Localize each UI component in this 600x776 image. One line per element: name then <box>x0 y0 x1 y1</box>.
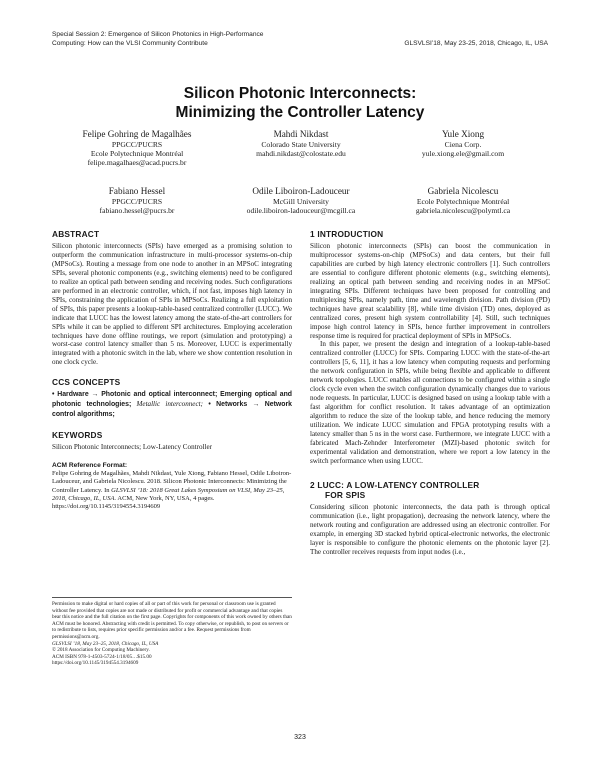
ccs-heading: CCS CONCEPTS <box>52 377 121 388</box>
author-name: Gabriela Nicolescu <box>427 186 499 196</box>
author-affiliation: PPGCC/PUCRS <box>111 197 163 206</box>
running-header-right: GLSVLSI’18, May 23-25, 2018, Chicago, IL, USA <box>404 40 548 47</box>
author-affiliation: Ecole Polytechnique Montréal <box>90 149 184 159</box>
copyright-line: © 2018 Association for Computing Machinery. <box>52 647 150 654</box>
right-column <box>310 229 550 557</box>
acm-reference-label: ACM Reference Format: <box>52 462 128 470</box>
permission-venue: GLSVLSI ’18, May 23–25, 2018, Chicago, IL, USA <box>52 640 159 647</box>
author-email: mahdi.nikdast@colostate.edu <box>256 149 346 159</box>
author-affiliation: Colorado State University <box>261 140 341 149</box>
doi-link[interactable]: https://doi.org/10.1145/3194554.3194609 <box>52 660 139 667</box>
intro-paragraph-1: Silicon photonic interconnects (SPIs) can boost the communication in multiprocessor systems-on-chip (MPSoCs) and data centers, but their full capabilities are curbed by high latency electronic controllers [1]. Such controllers are essential to configure different photonic elements (e.g., switching elements), realizing an optical path between sending and receiving nodes in an MPSoC integrating SPIs. Different techniques have been proposed for controlling and multiplexing SPIs, namely path, time and wavelength division. Path division (PD) techniques have great scalability [8], while time division (TD) ones, deployed as centralized cores, present high system controllability [4]. Still, such techniques impose high control latency in SPIs, hence further improvement in controllers response time is required for practical deployment of SPIs in MPSoCs. <box>310 242 550 340</box>
author-block <box>216 185 386 215</box>
section-2-paragraph-1: Considering silicon photonic interconnects, the data path is through optical communication (i.e., light propagation), decreasing the network latency, where the network routing and configuration are addressed using an electronic controller. For example, in emerging 3D stacked hybrid optical-electronic networks, the electronic layer is responsible to configure the photonic elements on the photonic layer [2]. The controller receives requests from input nodes (i.e., <box>310 502 550 556</box>
ccs-part-1: • Hardware → Photonic and optical interconnect; Emerging optical and photonic technologies; <box>52 391 292 409</box>
author-name: Odile Liboiron-Ladouceur <box>252 186 350 196</box>
author-name: Felipe Gohring de Magalhães <box>82 129 192 139</box>
author-affiliation: Ciena Corp. <box>444 140 482 149</box>
running-header-line-1: Special Session 2: Emergence of Silicon Photonics in High-Performance <box>52 31 264 38</box>
author-email: gabriela.nicolescu@polymtl.ca <box>415 206 511 216</box>
acm-reference-text <box>52 470 292 511</box>
ccs-concepts <box>52 390 292 420</box>
paper-title <box>0 84 600 122</box>
left-column <box>52 229 292 511</box>
author-name: Mahdi Nikdast <box>273 129 329 139</box>
author-email: fabiano.hessel@pucrs.br <box>99 206 175 216</box>
paper-title-line-2: Minimizing the Controller Latency <box>175 104 425 121</box>
section-2-heading-line-1: 2 LUCC: A LOW-LATENCY CONTROLLER <box>310 479 480 490</box>
section-2-heading-line-2: FOR SPIS <box>325 489 366 500</box>
author-name: Fabiano Hessel <box>108 186 166 196</box>
author-email: felipe.magalhaes@acad.pucrs.br <box>87 158 187 168</box>
author-block <box>378 185 548 215</box>
author-affiliation: Ecole Polytechnique Montréal <box>416 197 510 206</box>
author-affiliation: McGill University <box>273 197 329 206</box>
paper-title-line-1: Silicon Photonic Interconnects: <box>183 85 417 102</box>
intro-heading: 1 INTRODUCTION <box>310 229 384 239</box>
permission-footnote <box>52 597 292 667</box>
running-header-line-2: Computing: How can the VLSI Community Contribute <box>52 40 208 47</box>
author-name: Yule Xiong <box>441 129 485 139</box>
acm-reference-publisher: ACM, New York, NY, USA, 4 pages. https://doi.org/10.1145/3194554.3194609 <box>52 494 215 510</box>
page-number: 323 <box>294 734 306 741</box>
section-2-heading <box>310 480 550 500</box>
author-block <box>52 185 222 215</box>
author-block <box>378 128 548 158</box>
keywords-heading: KEYWORDS <box>52 430 103 441</box>
isbn-line: ACM ISBN 978-1-4503-5724-1/18/05…$15.00 <box>52 653 152 660</box>
author-block <box>52 128 222 168</box>
abstract-text: Silicon photonic interconnects (SPIs) have emerged as a promising solution to outperform the communication infrastructure in multi-processor systems-on-chip (MPSoCs). Routing a message from one node to another in an MPSoC integrating SPIs, several photonic components (e.g., switching elements) need to be configured to realize an optical path between sending and receiving nodes. Such configurations are performed in an electronic controller, which, if not fast, imposes high latency in SPIs, constraining the application of SPIs in MPSoCs. Realizing a full exploitation of SPIs, this paper presents a lookup-table-based centralized controller (LUCC). We indicate that LUCC has the lowest latency among the state-of-the-art controllers for SPIs while it can be applied to different SPI architectures. Employing acceleration techniques have done offline routings, we report (simulation and prototyping) a worst-case control latency smaller than 5 ns. Moreover, LUCC is experimentally integrated with a photonic switch in the lab, where we show contention resolution in one clock cycle. <box>52 242 292 367</box>
permission-text: Permission to make digital or hard copies of all or part of this work for personal or classroom use is granted without fee provided that copies are not made or distributed for profit or commercial advantage and that copies bear this notice and the full citation on the first page. Copyrights for components of this work owned by others than ACM must be honored. Abstracting with credit is permitted. To copy otherwise, or republish, to post on servers or to redistribute to lists, requires prior specific permission and/or a fee. Request permissions from permissions@acm.org. <box>52 601 292 640</box>
author-email: odile.liboiron-ladouceur@mcgill.ca <box>246 206 356 216</box>
author-block <box>226 128 376 158</box>
keywords-text: Silicon Photonic Interconnects; Low-Latency Controller <box>52 443 212 452</box>
acm-reference-venue: GLSVLSI ’18: 2018 Great Lakes Symposium on VLSI, May 23–25, 2018, Chicago, IL, USA. <box>52 486 285 502</box>
author-email: yule.xiong.ele@gmail.com <box>421 149 505 159</box>
running-header-left <box>52 30 382 48</box>
acm-reference-authors: Felipe Gohring de Magalhães, Mahdi Nikdast, Yule Xiong, Fabiano Hessel, Odile Liboiron-Ladouceur, and Gabriela Nicolescu. 2018. Silicon Photonic Interconnects: Minimizing the Controller Latency. In <box>52 470 292 494</box>
intro-paragraph-2: In this paper, we present the design and integration of a lookup-table-based centralized controller (LUCC) for SPIs. Comparing LUCC with the state-of-the-art controllers [5, 6, 11], it has a low latency when computing requests and performing the network configuration in SPIs, while being flexible and applicable to different network topologies. LUCC enables all connections to be configured within a single clock cycle even when the switch configuration dynamically changes due to various node requests. In particular, LUCC is designed based on using a lookup table with a fast algorithm for conflict resolution. It takes advantage of an optimization algorithm to reduce the size of the lookup table, and hence reducing the memory utilization. We indicate LUCC simulation and FPGA prototyping results with a latency smaller than 5 ns in the worst case. Furthermore, we integrate LUCC with a fabricated Mach-Zehnder Interferometer (MZI)-based photonic switch for experimental validation and demonstration, where we report a low latency in the switch performance when using LUCC. <box>310 340 550 465</box>
abstract-heading: ABSTRACT <box>52 229 100 239</box>
ccs-part-2: Metallic interconnect; <box>131 400 203 409</box>
author-affiliation: PPGCC/PUCRS <box>111 140 163 149</box>
ccs-part-3: • Networks → Network control algorithms; <box>52 401 292 419</box>
